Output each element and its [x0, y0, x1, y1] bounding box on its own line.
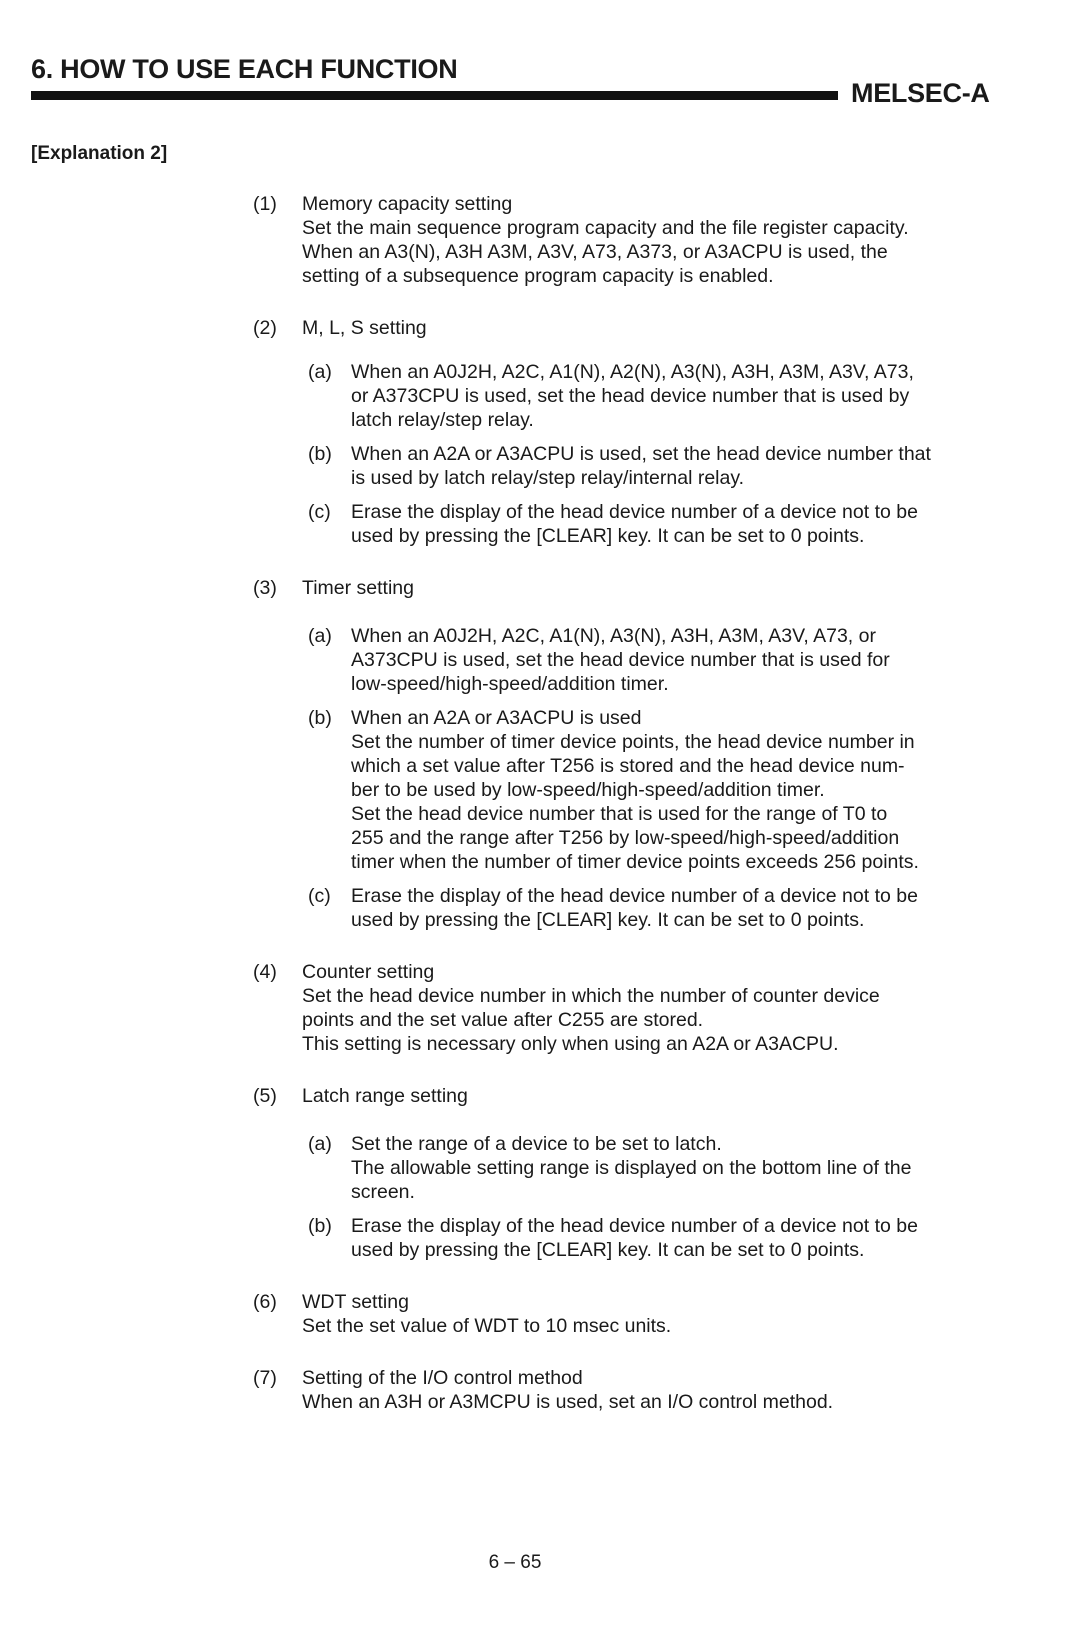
- list-item: [253, 192, 1013, 288]
- sub-item: [308, 624, 1013, 696]
- sub-item-text-line: Erase the display of the head device number of a device not to be: [351, 885, 918, 907]
- item-text-line: When an A3(N), A3H A3M, A3V, A73, A373, or A3ACPU is used, the: [302, 241, 888, 263]
- sub-item-label: (a): [308, 1133, 332, 1155]
- sub-item-text-line: which a set value after T256 is stored and the head device num-: [351, 755, 905, 777]
- sub-item: [308, 884, 1013, 932]
- sub-item-text-line: When an A2A or A3ACPU is used: [351, 707, 642, 729]
- list-item: [253, 576, 1013, 932]
- sub-item-text-line: When an A0J2H, A2C, A1(N), A2(N), A3(N), A3H, A3M, A3V, A73,: [351, 361, 914, 383]
- sub-item-text-line: Set the number of timer device points, the head device number in: [351, 731, 915, 753]
- sub-item-text-line: 255 and the range after T256 by low-speed/high-speed/addition: [351, 827, 900, 849]
- sub-item: [308, 1132, 1013, 1204]
- item-text-line: Set the set value of WDT to 10 msec units.: [302, 1315, 672, 1337]
- sub-item-label: (b): [308, 707, 332, 729]
- sub-item-text-line: Set the head device number that is used for the range of T0 to: [351, 803, 888, 825]
- sub-item-text-line: screen.: [351, 1181, 415, 1203]
- sub-item: [308, 500, 1013, 548]
- item-heading: M, L, S setting: [302, 317, 427, 339]
- explanation-body: [253, 192, 1013, 1414]
- sub-item-text-line: ber to be used by low-speed/high-speed/addition timer.: [351, 779, 825, 801]
- sub-item-text-line: latch relay/step relay.: [351, 409, 534, 431]
- sub-item-text-line: low-speed/high-speed/addition timer.: [351, 673, 669, 695]
- section-label: [Explanation 2]: [31, 143, 168, 164]
- sub-item-text-line: or A373CPU is used, set the head device number that is used by: [351, 385, 910, 407]
- item-text-line: When an A3H or A3MCPU is used, set an I/O control method.: [302, 1391, 834, 1413]
- sub-item-text-line: The allowable setting range is displayed on the bottom line of the: [351, 1157, 912, 1179]
- list-item: [253, 960, 1013, 1056]
- item-heading: Timer setting: [302, 577, 414, 599]
- product-name: MELSEC-A: [851, 78, 990, 108]
- sub-item-text-line: used by pressing the [CLEAR] key. It can be set to 0 points.: [351, 909, 865, 931]
- item-text-line: Set the head device number in which the number of counter device: [302, 985, 880, 1007]
- sub-item-text-line: timer when the number of timer device points exceeds 256 points.: [351, 851, 919, 873]
- item-text-line: setting of a subsequence program capacity is enabled.: [302, 265, 774, 287]
- sub-item-label: (a): [308, 361, 332, 383]
- item-text-line: points and the set value after C255 are stored.: [302, 1009, 704, 1031]
- sub-item-text-line: A373CPU is used, set the head device number that is used for: [351, 649, 890, 671]
- header-rule: [31, 91, 838, 100]
- item-number: (7): [253, 1367, 277, 1389]
- sub-item-text-line: Erase the display of the head device number of a device not to be: [351, 1215, 918, 1237]
- sub-item: [308, 706, 1013, 874]
- page-number: 6 – 65: [488, 1552, 542, 1573]
- chapter-title: 6. HOW TO USE EACH FUNCTION: [31, 54, 458, 84]
- sub-item-text-line: is used by latch relay/step relay/internal relay.: [351, 467, 745, 489]
- sub-item: [308, 442, 1013, 490]
- sub-item-text-line: Erase the display of the head device number of a device not to be: [351, 501, 918, 523]
- sub-item-label: (b): [308, 1215, 332, 1237]
- item-number: (1): [253, 193, 277, 215]
- item-heading: Memory capacity setting: [302, 193, 513, 215]
- sub-item-label: (c): [308, 501, 331, 523]
- item-number: (3): [253, 577, 277, 599]
- item-number: (6): [253, 1291, 277, 1313]
- item-number: (2): [253, 317, 277, 339]
- sub-item-label: (c): [308, 885, 331, 907]
- sub-item-label: (b): [308, 443, 332, 465]
- sub-item-label: (a): [308, 625, 332, 647]
- sub-item: [308, 1214, 1013, 1262]
- list-item: [253, 1366, 1013, 1414]
- sub-item: [308, 360, 1013, 432]
- sub-item-text-line: Set the range of a device to be set to latch.: [351, 1133, 722, 1155]
- sub-item-text-line: When an A0J2H, A2C, A1(N), A3(N), A3H, A3M, A3V, A73, or: [351, 625, 876, 647]
- item-number: (5): [253, 1085, 277, 1107]
- item-text-line: This setting is necessary only when using an A2A or A3ACPU.: [302, 1033, 839, 1055]
- item-number: (4): [253, 961, 277, 983]
- list-item: [253, 1290, 1013, 1338]
- sub-item-text-line: When an A2A or A3ACPU is used, set the head device number that: [351, 443, 931, 465]
- item-heading: Latch range setting: [302, 1085, 468, 1107]
- item-heading: Setting of the I/O control method: [302, 1367, 583, 1389]
- list-item: [253, 316, 1013, 548]
- item-text-line: Set the main sequence program capacity and the file register capacity.: [302, 217, 909, 239]
- list-item: [253, 1084, 1013, 1262]
- sub-item-text-line: used by pressing the [CLEAR] key. It can be set to 0 points.: [351, 1239, 865, 1261]
- sub-item-text-line: used by pressing the [CLEAR] key. It can be set to 0 points.: [351, 525, 865, 547]
- item-heading: WDT setting: [302, 1291, 409, 1313]
- item-heading: Counter setting: [302, 961, 435, 983]
